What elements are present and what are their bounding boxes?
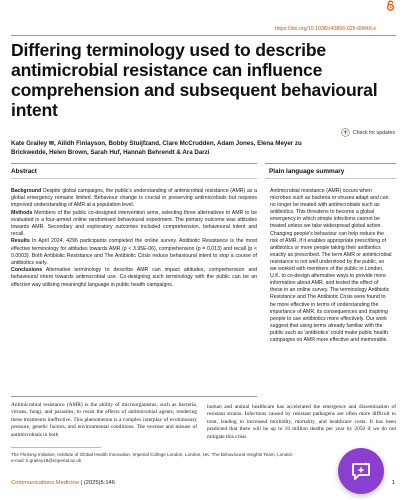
summary-top-rule (265, 163, 396, 164)
journal-footer (11, 480, 115, 486)
email-link[interactable]: e-mail: k.grailey18@imperial.ac.uk (11, 458, 82, 464)
journal-name: Communications Medicine (11, 480, 79, 486)
chat-sparkle-icon (349, 459, 373, 483)
abstract-top-rule (11, 163, 257, 164)
article-title: Differing terminology used to describe antimicrobial resistance can influence comprehension and subsequent behavioural intent (11, 40, 378, 120)
abstract-bottom-rule (11, 396, 257, 397)
plain-language-heading: Plain language summary (269, 168, 345, 175)
summary-sub-rule (265, 178, 396, 179)
abstract-results: Results In April 2024, 4296 participants completed the online survey. Antibiotic Resistance is the most effective terminology for attitudes towards AMR (p < 3.95E-06), comprehension (p = 0.013) and recall (p < 0.0003). Both Antibiotic Resistance and The Antibiotic Crisis reduce behavioural intent to stop a course of antibiotics early. (11, 238, 257, 267)
intro-left-column: Antimicrobial resistance (AMR) is the ability of microorganisms, such as bacteria, viruses, fungi, and parasites, to resist the effects of antimicrobial agents, rendering these treatments ineffective. This phenomenon is a complex interplay of evolutionary pressure, genetic factors, and environmental conditions. The overuse and misuse of antimicrobials in both (11, 402, 197, 438)
affiliation-note: The Fleming Initiative, Institute of Global Health Innovation, Imperial College London, London, UK. The Behavioural Insights Team, London e-mail: k.grailey18@imperial.ac.uk (11, 452, 311, 464)
check-updates-icon (341, 128, 350, 137)
chat-assistant-button[interactable] (338, 448, 384, 494)
divider (11, 35, 396, 36)
intro-right-column: human and animal healthcare has accelerated the emergence and dissemination of resistant strains. Infections caused by resistant pathogens are often more difficult to treat, leading to increased morbidity, mortality, and healthcare costs. It has been predicted that there will be up to 10 million deaths per year by 2050 if we do not mitigate this crisis (207, 404, 396, 440)
check-updates-label: Check for updates (352, 129, 395, 136)
check-for-updates-button[interactable] (341, 128, 395, 137)
abstract-conclusions: Conclusions Alternative terminology to describe AMR can impact attitudes, comprehension and behavioural intent towards antimicrobial use. Co-designing such terminology with the public can be an effective way utilising meaningful language in public health campaigns. (11, 267, 257, 288)
doi-link[interactable]: https://doi.org/10.1038/s43856-025-00849-z (275, 26, 376, 32)
abstract-background: Background Despite global campaigns, the public's understanding of antimicrobial resistance (AMR) as a global emergency remains limited. Behaviour change is crucial in preserving antimicrobials but requires improved understanding of AMR at a population level. (11, 188, 257, 209)
abstract-heading: Abstract (11, 168, 37, 175)
page-number: 1 (391, 480, 395, 486)
abstract-sub-rule (11, 178, 257, 179)
footnote-rule (11, 447, 101, 448)
citation: | (2025)5:146 (80, 480, 115, 486)
plain-language-body: Antimicrobial resistance (AMR) occurs when microbes such as bacteria or viruses adapt and can no longer be treated with antimicrobials such as antibiotics. This threatens to become a global emergency in which simple infections cannot be treated unless we take widespread global action. Changing people's behaviour can help reduce the risk of AMR, if it enables appropriate prescribing of antibiotics or more people taking their antibiotics exactly as prescribed. The term AMR or antimicrobial resistance is not well understood by the public, so we worked with members of the public in London, U.K. to co-design alternative ways to provide more information about AMR, and tested the effect of these in an online survey. The terminology Antibiotic Resistance and The Antibiotic Crisis were found to be more effective in terms of understanding the importance of AMR, its consequences and inspiring people to use antibiotics more effectively. Our work suggest that using terms already familiar with the public such as 'antibiotics' could make public health campaigns on AMR more effective and memorable. (270, 188, 392, 343)
top-bar (0, 0, 406, 14)
author-list[interactable]: Kate Grailey ✉, Ailidh Finlayson, Bobby Stuijfzand, Clare McCrudden, Adam Jones, Elena Meyer zu Brickwedde, Helen Brown, Sarah Huf, Hannah Behrendt & Ara Darzi (11, 140, 302, 156)
abstract-body (11, 188, 257, 289)
abstract-methods: Methods Members of the public co-designed intervention arms, selecting three alternatives to AMR to be evaluated in a four-armed online randomised behavioural experiment. The primary outcome was attitudes towards AMR. Secondary and exploratory outcomes included comprehension, behavioural intent and recall. (11, 209, 257, 238)
open-access-icon (386, 0, 395, 12)
